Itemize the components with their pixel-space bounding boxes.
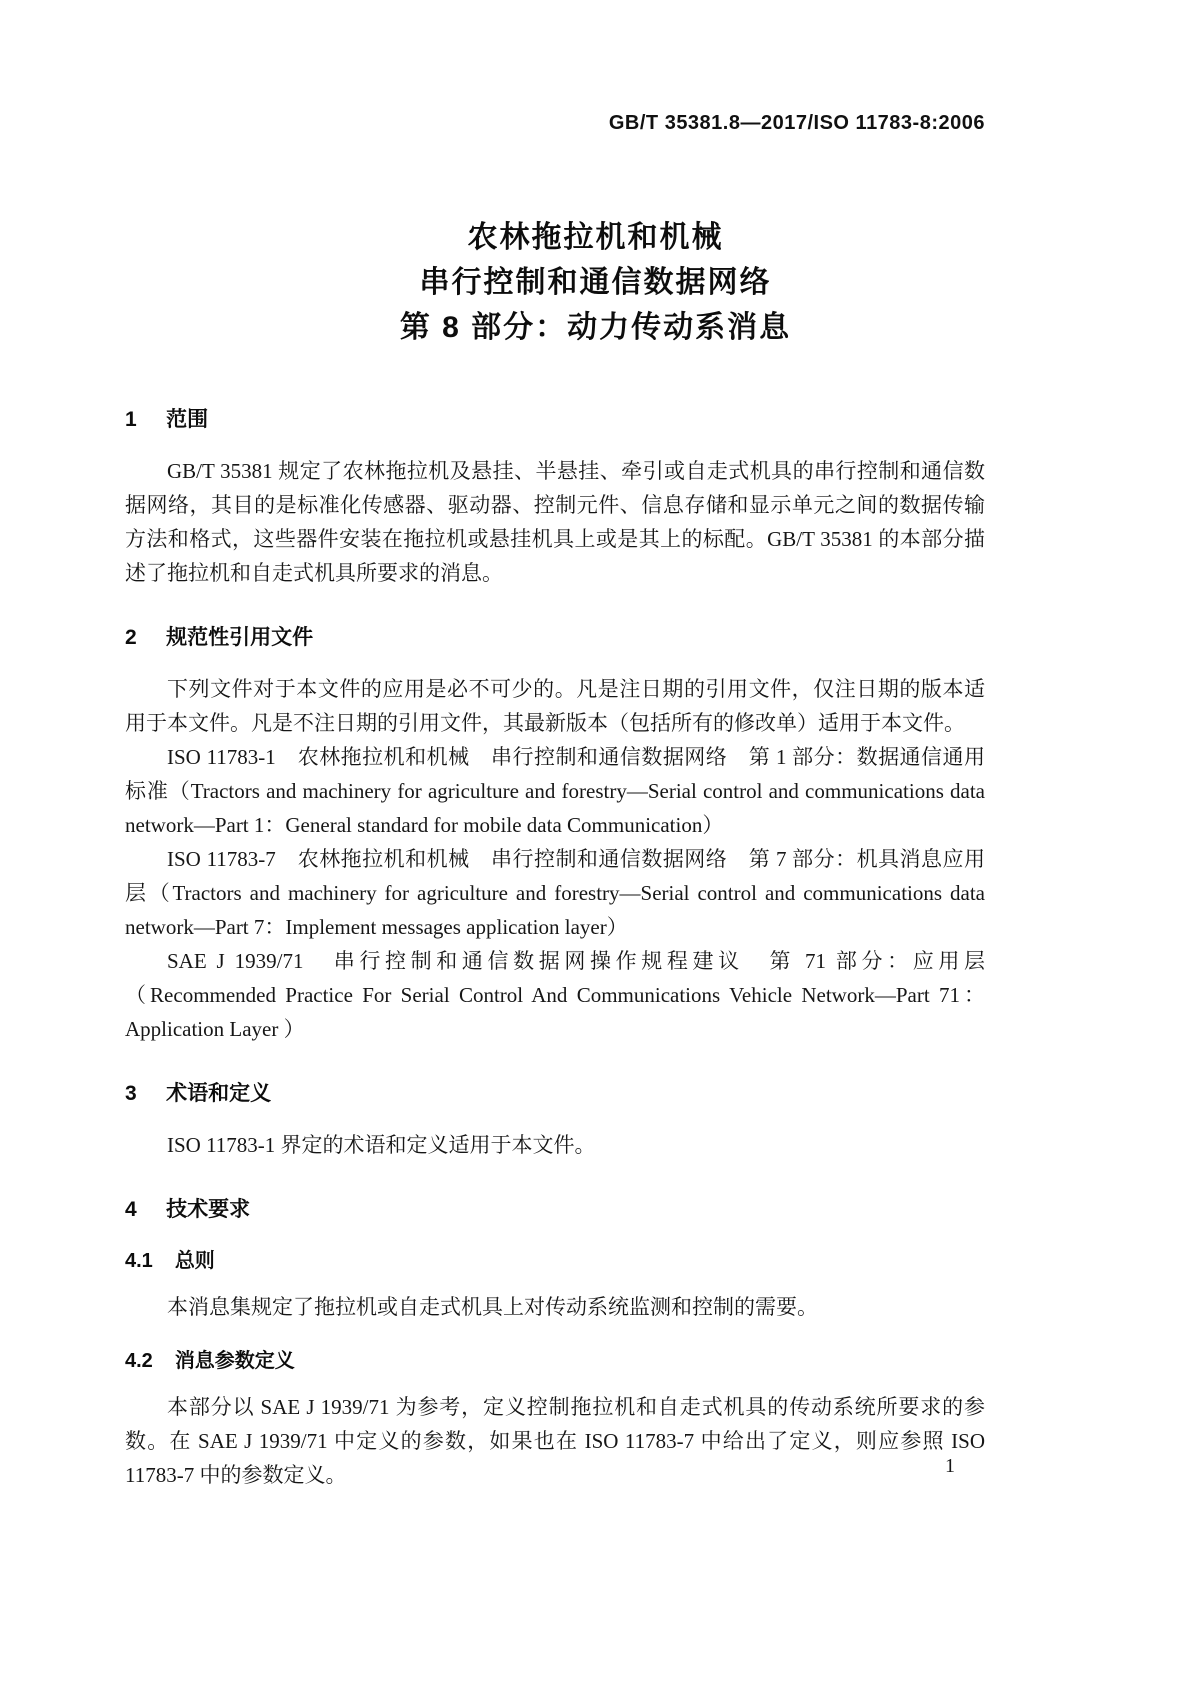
subsection-heading-general [125,1248,985,1274]
subsection-number: 4.2 [125,1350,153,1372]
paragraph-general: 本消息集规定了拖拉机或自走式机具上对传动系统监测和控制的需要。 [167,1295,818,1319]
title-line-1: 农林拖拉机和机械 [467,221,724,254]
reference-entry-sae-j1939-71: SAE J 1939/71 串行控制和通信数据网操作规程建议 第 71 部分：应用层（Recommended Practice For Serial Control And Communications Vehicle Network—Part 71：Application Layer ） [125,949,985,1041]
page-number: 1 [945,1455,955,1477]
section-number: 2 [125,626,137,649]
document-title [0,215,1191,350]
section-number: 3 [125,1082,137,1105]
reference-entry-iso-11783-7: ISO 11783-7 农林拖拉机和机械 串行控制和通信数据网络 第 7 部分：机具消息应用层（Tractors and machinery for agriculture and forestry—Serial control and communications data network—Part 7：Implement messages application layer） [125,847,985,939]
doc-header [125,112,985,135]
section-title: 范围 [166,408,209,431]
title-line-3: 第 8 部分：动力传动系消息 [399,311,792,344]
section-heading-technical-requirements [125,1196,985,1224]
paragraph-terms: ISO 11783-1 界定的术语和定义适用于本文件。 [167,1133,596,1157]
title-line-2: 串行控制和通信数据网络 [419,266,772,299]
section-title: 技术要求 [166,1198,251,1221]
subsection-title: 消息参数定义 [174,1350,295,1372]
section-number: 1 [125,408,137,431]
section-heading-scope [125,406,985,434]
document-body [125,400,985,1492]
section-title: 术语和定义 [166,1082,272,1105]
section-heading-terms-definitions [125,1080,985,1108]
subsection-heading-message-parameter-definitions [125,1348,985,1374]
paragraph-message-parameters: 本部分以 SAE J 1939/71 为参考，定义控制拖拉机和自走式机具的传动系统所要求的参数。在 SAE J 1939/71 中定义的参数，如果也在 ISO 11783-7 中给出了定义，则应参照 ISO 11783-7 中的参数定义。 [125,1395,985,1487]
paragraph-references-intro: 下列文件对于本文件的应用是必不可少的。凡是注日期的引用文件，仅注日期的版本适用于本文件。凡是不注日期的引用文件，其最新版本（包括所有的修改单）适用于本文件。 [125,677,985,735]
subsection-title: 总则 [174,1250,215,1272]
section-number: 4 [125,1198,137,1221]
section-title: 规范性引用文件 [166,626,314,649]
doc-number: GB/T 35381.8—2017/ISO 11783-8:2006 [608,112,985,134]
paragraph-scope: GB/T 35381 规定了农林拖拉机及悬挂、半悬挂、牵引或自走式机具的串行控制和通信数据网络，其目的是标准化传感器、驱动器、控制元件、信息存储和显示单元之间的数据传输方法和格式，这些器件安装在拖拉机或悬挂机具上或是其上的标配。GB/T 35381 的本部分描述了拖拉机和自走式机具所要求的消息。 [125,459,985,585]
reference-entry-iso-11783-1: ISO 11783-1 农林拖拉机和机械 串行控制和通信数据网络 第 1 部分：数据通信通用标准（Tractors and machinery for agriculture and forestry—Serial control and communications data network—Part 1：General standard for mobile data Communication） [125,745,985,837]
section-heading-normative-references [125,624,985,652]
subsection-number: 4.1 [125,1250,153,1272]
